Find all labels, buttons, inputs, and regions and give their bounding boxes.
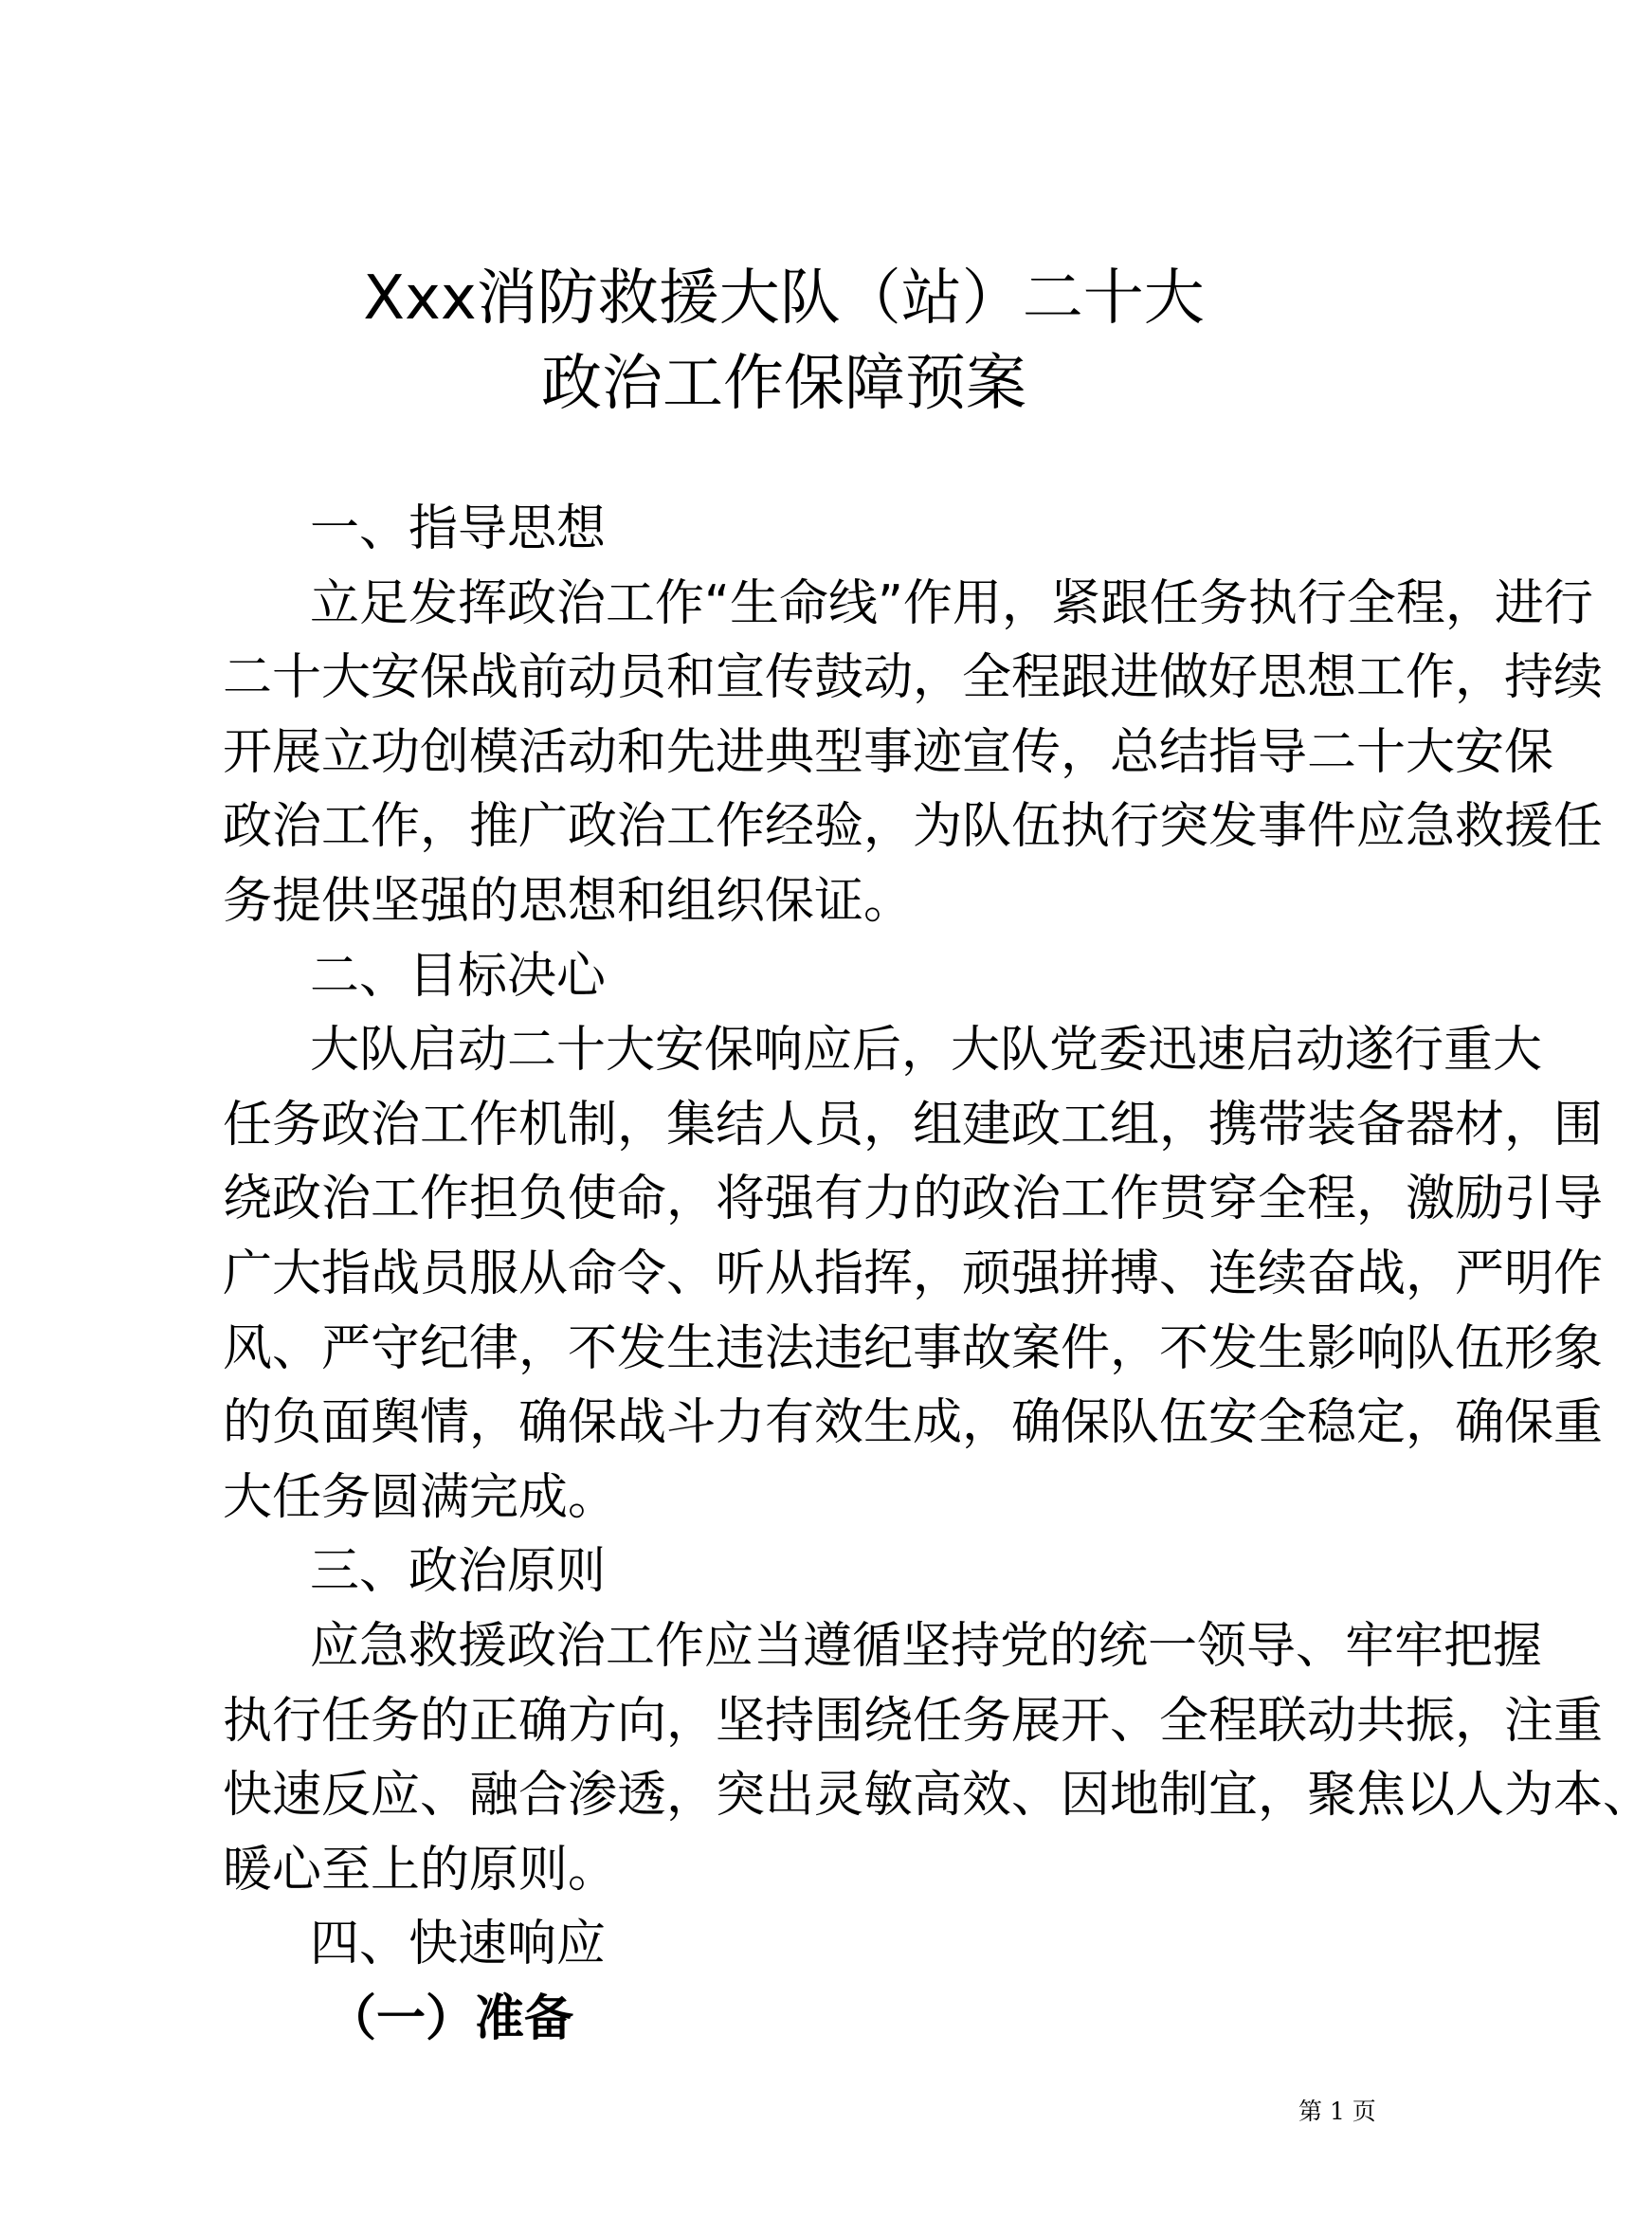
page-number: 第 1 页 [1298, 2098, 1376, 2125]
paragraph-line: 大队启动二十大安保响应后，大队党委迅速启动遂行重大 [310, 1022, 1543, 1080]
paragraph-line: 二十大安保战前动员和宣传鼓动，全程跟进做好思想工作，持续 [223, 649, 1604, 707]
paragraph-line: 暖心至上的原则。 [223, 1841, 618, 1899]
subheading: （一）准备 [327, 1990, 574, 2047]
paragraph-line: 务提供坚强的思想和组织保证。 [223, 872, 914, 930]
section-heading: 二、目标决心 [310, 947, 607, 1005]
section-heading: 四、快速响应 [310, 1916, 607, 1973]
paragraph-line: 风、严守纪律，不发生违法违纪事故案件，不发生影响队伍形象 [223, 1319, 1604, 1377]
paragraph-line: 应急救援政治工作应当遵循坚持党的统一领导、牢牢把握 [310, 1617, 1543, 1675]
paragraph-line: 执行任务的正确方向，坚持围绕任务展开、全程联动共振，注重 [223, 1692, 1604, 1750]
paragraph-line: 政治工作，推广政治工作经验，为队伍执行突发事件应急救援任 [223, 798, 1604, 856]
paragraph-line: 的负面舆情，确保战斗力有效生成，确保队伍安全稳定，确保重 [223, 1394, 1604, 1452]
paragraph-line: 大任务圆满完成。 [223, 1468, 618, 1526]
paragraph-line: 立足发挥政治工作“生命线”作用，紧跟任务执行全程，进行 [310, 574, 1593, 632]
paragraph-line: 快速反应、融合渗透，突出灵敏高效、因地制宜，聚焦以人为本、 [223, 1767, 1652, 1825]
paragraph-line: 任务政治工作机制，集结人员，组建政工组，携带装备器材，围 [223, 1096, 1604, 1154]
paragraph-line: 广大指战员服从命令、听从指挥，顽强拼搏、连续奋战，严明作 [223, 1245, 1604, 1302]
section-heading: 一、指导思想 [310, 500, 607, 557]
paragraph-line: 开展立功创模活动和先进典型事迹宣传，总结指导二十大安保 [223, 723, 1554, 781]
document-title-line1: Xxx消防救援大队（站）二十大 [363, 263, 1205, 334]
document-title-line2: 政治工作保障预案 [541, 349, 1026, 419]
document-body [223, 492, 1652, 2056]
paragraph-line: 绕政治工作担负使命，将强有力的政治工作贯穿全程，激励引导 [223, 1171, 1604, 1228]
section-heading: 三、政治原则 [310, 1543, 607, 1601]
